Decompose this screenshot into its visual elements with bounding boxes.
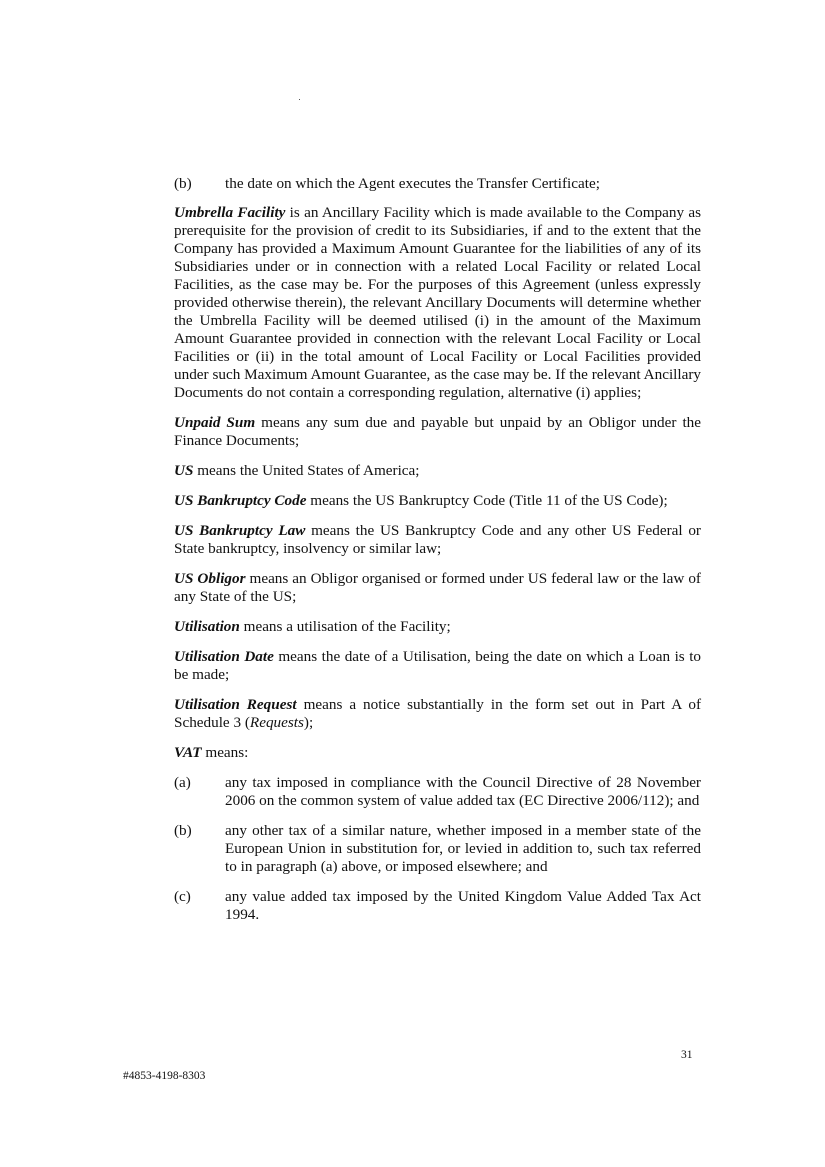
definition-us bbox=[174, 462, 701, 480]
list-label: (c) bbox=[174, 888, 191, 905]
definition-us-bankruptcy-law bbox=[174, 522, 701, 558]
definition-text: is an Ancillary Facility which is made available to the Company as prerequisite for the provision of credit to its Subsidiaries, if and to the extent that the Company has provided a Maximum Amount Guarantee for the liabilities of any of its Subsidiaries under or in connection with a related Local Facility or related Local Facilities, as the case may be. For the purposes of this Agreement (unless expressly provided otherwise therein), the relevant Ancillary Documents will determine whether the Umbrella Facility will be deemed utilised (i) in the amount of the Maximum Amount Guarantee provided in connection with the relevant Local Facility or Local Facilities or (ii) in the total amount of Local Facility or Local Facilities provided under such Maximum Amount Guarantee, as the case may be. If the relevant Ancillary Documents do not contain a corresponding regulation, alternative (i) applies; bbox=[174, 204, 701, 401]
vat-item-c bbox=[174, 888, 701, 924]
definition-text: means a utilisation of the Facility; bbox=[239, 618, 451, 635]
defined-term: Utilisation Date bbox=[174, 648, 274, 665]
list-label: (a) bbox=[174, 774, 191, 791]
definition-utilisation-request bbox=[174, 696, 701, 732]
defined-term: US bbox=[174, 462, 194, 479]
list-item-b bbox=[174, 175, 701, 193]
definition-utilisation-date bbox=[174, 648, 701, 684]
definition-text: means an Obligor organised or formed under US federal law or the law of any State of the US; bbox=[174, 570, 701, 605]
definition-vat bbox=[174, 744, 701, 762]
definition-unpaid-sum bbox=[174, 414, 701, 450]
list-text: any tax imposed in compliance with the Council Directive of 28 November 2006 on the common system of value added tax (EC Directive 2006/112); and bbox=[225, 774, 701, 809]
definition-text-end: ); bbox=[303, 714, 314, 731]
definition-text: means the United States of America; bbox=[193, 462, 420, 479]
definition-text: means: bbox=[201, 744, 249, 761]
definition-text: means the US Bankruptcy Code (Title 11 of the US Code); bbox=[306, 492, 668, 509]
definition-text: means a notice substantially in the form set out in Part A of Schedule 3 ( bbox=[174, 696, 701, 731]
list-label: (b) bbox=[174, 175, 192, 192]
defined-term: US Bankruptcy Code bbox=[174, 492, 307, 509]
defined-term: Utilisation bbox=[174, 618, 240, 635]
definition-text: means any sum due and payable but unpaid by an Obligor under the Finance Documents; bbox=[174, 414, 701, 449]
cross-reference: Requests bbox=[249, 714, 304, 731]
page-number: 31 bbox=[681, 1049, 693, 1061]
definition-text: means the date of a Utilisation, being the date on which a Loan is to be made; bbox=[174, 648, 702, 683]
definition-umbrella-facility bbox=[174, 204, 701, 402]
list-label: (b) bbox=[174, 822, 192, 839]
list-text: any other tax of a similar nature, whether imposed in a member state of the European Union in substitution for, or levied in addition to, such tax referred to in paragraph (a) above, or imposed elsewhere; and bbox=[225, 822, 701, 875]
defined-term: VAT bbox=[174, 744, 202, 761]
list-text: any value added tax imposed by the United Kingdom Value Added Tax Act 1994. bbox=[225, 888, 701, 923]
vat-item-a bbox=[174, 774, 701, 810]
document-id: #4853-4198-8303 bbox=[123, 1070, 206, 1082]
document-body bbox=[174, 175, 701, 936]
vat-item-b bbox=[174, 822, 701, 876]
defined-term: US Bankruptcy Law bbox=[174, 522, 306, 539]
definition-us-obligor bbox=[174, 570, 701, 606]
defined-term: US Obligor bbox=[174, 570, 246, 587]
definition-utilisation bbox=[174, 618, 701, 636]
defined-term: Utilisation Request bbox=[174, 696, 297, 713]
defined-term: Umbrella Facility bbox=[174, 204, 286, 221]
list-text: the date on which the Agent executes the Transfer Certificate; bbox=[225, 175, 600, 192]
definition-us-bankruptcy-code bbox=[174, 492, 701, 510]
stray-mark bbox=[299, 99, 300, 100]
defined-term: Unpaid Sum bbox=[174, 414, 256, 431]
definition-text: means the US Bankruptcy Code and any other US Federal or State bankruptcy, insolvency or similar law; bbox=[174, 522, 701, 557]
